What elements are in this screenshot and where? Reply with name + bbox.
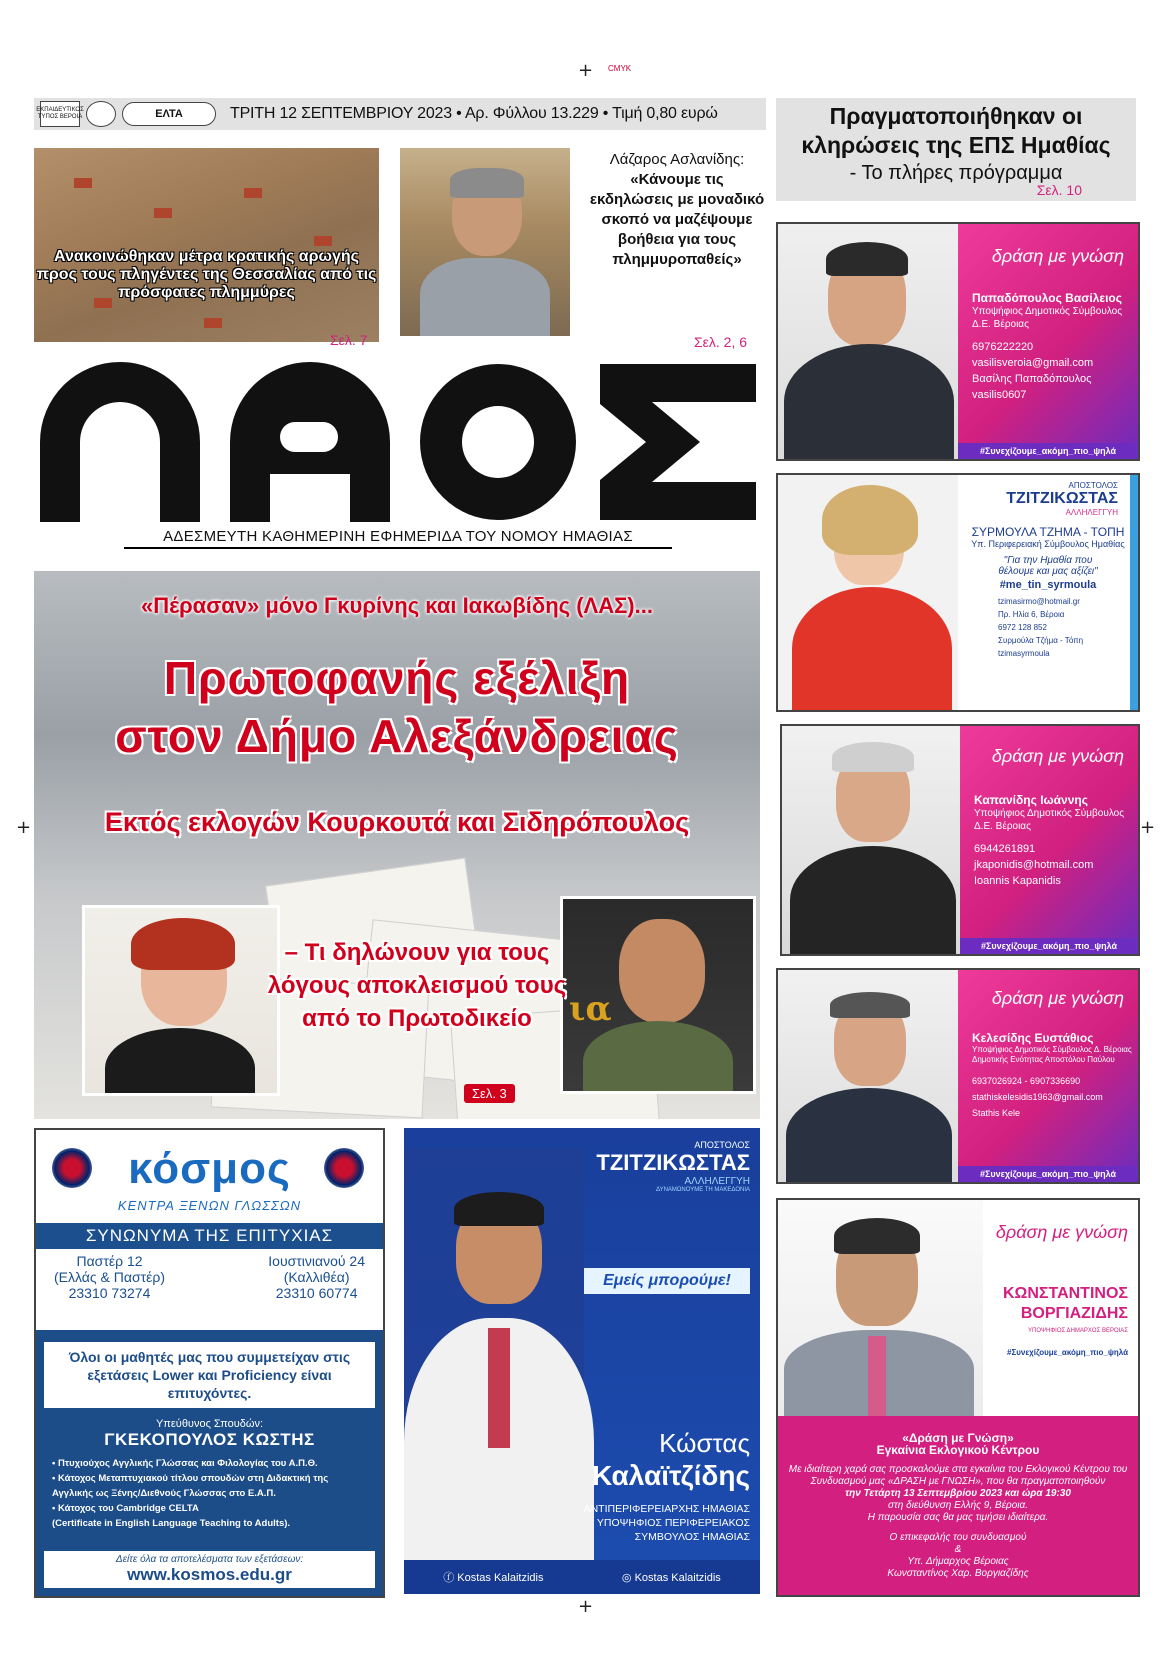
kosmos-info-panel xyxy=(36,1330,383,1596)
kosmos-results-box xyxy=(44,1551,375,1588)
tzima-instagram: tzimasyrmoula xyxy=(998,649,1050,658)
main-headline-line-2: στον Δήμο Αλεξάνδρειας xyxy=(115,710,679,762)
tzima-brand-sub: ΑΛΛΗΛΕΓΓΥΗ xyxy=(1065,508,1118,517)
kapanidis-name: Καπανίδης Ιωάννης xyxy=(974,793,1088,807)
papadopoulos-name: Παπαδόπουλος Βασίλειος xyxy=(972,291,1123,305)
papadopoulos-panel xyxy=(958,224,1138,459)
kosmos-credential-3: • Κάτοχος του Cambridge CELTA xyxy=(52,1503,199,1514)
seal-logo xyxy=(86,101,116,127)
kosmos-addresses xyxy=(36,1249,383,1301)
kalaitzidis-panel xyxy=(544,1128,760,1594)
kosmos-results-label: Δείτε όλα τα αποτελέσματα των εξετάσεων: xyxy=(115,1554,304,1565)
kalaitzidis-last-name: Καλαϊτζίδης xyxy=(591,1460,750,1491)
kosmos-credential-2: • Κάτοχος Μεταπτυχιακού τίτλου σπουδών στη Διδακτική της Αγγλικής ως Ξένης/Διεθνούς Γλώσσας στο Ε.Α.Π. xyxy=(52,1473,329,1499)
flood-photo[interactable] xyxy=(34,148,379,342)
facebook-icon: ⓕ xyxy=(443,1572,458,1584)
kosmos-address-left-phone: 23310 73274 xyxy=(68,1285,151,1301)
kelesidis-email: stathiskelesidis1963@gmail.com xyxy=(972,1092,1103,1102)
papadopoulos-role-1: Υποψήφιος Δημοτικός Σύμβουλος xyxy=(972,306,1123,317)
kalaitzidis-facebook[interactable] xyxy=(443,1569,543,1585)
ad-tzima[interactable] xyxy=(776,473,1140,712)
kalaitzidis-first-name: Κώστας xyxy=(659,1428,750,1458)
kelesidis-phone: 6937026924 - 6907336690 xyxy=(972,1076,1081,1086)
kapanidis-email: jkaponidis@hotmail.com xyxy=(974,859,1094,871)
quote-page-ref: Σελ. 2, 6 xyxy=(694,334,748,350)
press-logo: ΕΚΠΑΙΔΕΥΤΙΚΟΣ ΤΥΠΟΣ ΒΕΡΟΙΑ xyxy=(40,101,80,127)
ad-kapanidis[interactable] xyxy=(780,724,1140,956)
kalaitzidis-brand-small: ΑΠΟΣΤΟΛΟΣ xyxy=(694,1140,750,1150)
kosmos-address-left xyxy=(54,1253,165,1301)
vorgiazidis-first-name: ΚΩΝΣΤΑΝΤΙΝΟΣ xyxy=(1002,1285,1128,1302)
kalaitzidis-facebook-label: Kostas Kalaitzidis xyxy=(457,1572,544,1584)
papadopoulos-role-2: Δ.Ε. Βέροιας xyxy=(972,319,1029,330)
tzima-email: tzimasirmo@hotmail.gr xyxy=(998,597,1080,606)
kosmos-address-right-street: Ιουστινιανού 24 xyxy=(268,1253,365,1269)
kapanidis-panel xyxy=(960,726,1138,954)
vorgiazidis-brand: δράση με γνώση xyxy=(995,1222,1128,1242)
kelesidis-photo xyxy=(778,970,958,1182)
masthead-strip xyxy=(34,98,766,130)
kelesidis-name: Κελεσίδης Ευστάθιος xyxy=(972,1031,1094,1045)
quote-text: «Κάνουμε τις εκδηλώσεις με μοναδικό σκοπό να μαζέψουμε βοήθεια για τους πλημμυροπαθείς» xyxy=(589,171,765,268)
kapanidis-facebook: Ioannis Kapanidis xyxy=(974,875,1061,887)
main-deck: Εκτός εκλογών Κουρκουτά και Σιδηρόπουλος xyxy=(104,807,690,837)
vorgiazidis-sign-2: Υπ. Δήμαρχος Βέροιας xyxy=(907,1556,1009,1567)
quote-speaker: Λάζαρος Ασλανίδης: xyxy=(609,151,745,168)
kosmos-address-left-street: Παστέρ 12 xyxy=(76,1253,143,1269)
kosmos-credential-1: • Πτυχιούχος Αγγλικής Γλώσσας και Φιλολογίας του Α.Π.Θ. xyxy=(52,1458,318,1469)
flood-page-ref: Σελ. 7 xyxy=(330,332,368,348)
vorgiazidis-name xyxy=(1003,1284,1128,1324)
tzima-role: Υπ. Περιφερειακή Σύμβουλος Ημαθίας xyxy=(971,539,1125,549)
kapanidis-role-1: Υποψήφιος Δημοτικός Σύμβουλος xyxy=(974,808,1125,819)
kosmos-banner: ΣΥΝΩΝΥΜΑ ΤΗΣ ΕΠΙΤΥΧΙΑΣ xyxy=(36,1223,383,1249)
main-page-ref: Σελ. 3 xyxy=(464,1084,515,1103)
kosmos-director-label: Υπεύθυνος Σπουδών: xyxy=(155,1418,264,1430)
kosmos-address-right-area: (Καλλιθέα) xyxy=(283,1269,350,1285)
kourkouta-portrait xyxy=(82,905,280,1096)
tzima-panel xyxy=(958,475,1138,710)
paper-tagline: ΑΔΕΣΜΕΥΤΗ ΚΑΘΗΜΕΡΙΝΗ ΕΦΗΜΕΡΙΔΑ ΤΟΥ ΝΟΜΟΥ ΗΜΑΘΙΑΣ xyxy=(124,528,672,549)
kalaitzidis-roles xyxy=(584,1502,750,1544)
ad-kalaitzidis[interactable] xyxy=(404,1128,760,1594)
vorgiazidis-title-2: Εγκαίνια Εκλογικού Κέντρου xyxy=(876,1443,1040,1457)
kalaitzidis-brand: ΤΖΙΤΖΙΚΩΣΤΑΣ xyxy=(596,1150,750,1175)
vorgiazidis-address: στη διεύθυνση Ελλής 9, Βέροια. xyxy=(888,1500,1028,1511)
papadopoulos-instagram: vasilis0607 xyxy=(972,389,1027,401)
aslanidis-quote[interactable] xyxy=(588,150,766,270)
eps-story[interactable] xyxy=(776,98,1136,201)
kalaitzidis-instagram[interactable] xyxy=(622,1571,721,1584)
registration-mark-top: + xyxy=(578,60,594,81)
instagram-icon: ◎ xyxy=(621,1571,635,1584)
kalaitzidis-brand-tag: ΔΥΝΑΜΩΝΟΥΜΕ ΤΗ ΜΑΚΕΔΟΝΙΑ xyxy=(656,1187,750,1193)
eps-page-ref: Σελ. 10 xyxy=(1036,182,1082,198)
registration-mark-right: + xyxy=(1140,817,1156,838)
tzima-brand: ΤΖΙΤΖΙΚΩΣΤΑΣ xyxy=(1006,490,1118,507)
kelesidis-role-1: Υποψήφιος Δημοτικός Σύμβουλος Δ. Βέροιας xyxy=(972,1045,1132,1054)
ad-kosmos[interactable] xyxy=(34,1128,385,1598)
kelesidis-brand: δράση με γνώση xyxy=(991,988,1124,1008)
main-headline xyxy=(34,649,760,765)
vorgiazidis-body: Με ιδιαίτερη χαρά σας προσκαλούμε στα εγκαίνια του Εκλογικού Κέντρου του Συνδυασμού μας «ΔΡΑΣΗ με ΓΝΩΣΗ», που θα πραγματοποιηθούν xyxy=(788,1464,1128,1487)
aslanidis-photo xyxy=(400,148,570,336)
tzima-hashtag: #me_tin_syrmoula xyxy=(999,579,1097,591)
uk-flag-icon xyxy=(324,1148,364,1188)
tzima-name: ΣΥΡΜΟΥΛΑ ΤΖΗΜΑ - ΤΟΠΗ xyxy=(971,525,1125,539)
vorgiazidis-top xyxy=(778,1200,1138,1416)
papadopoulos-facebook: Βασίλης Παπαδόπουλος xyxy=(972,373,1092,385)
kosmos-url[interactable]: www.kosmos.edu.gr xyxy=(127,1565,292,1584)
sidiropoulos-portrait: ια xyxy=(560,896,756,1094)
main-story[interactable] xyxy=(34,571,760,1119)
tzima-contacts xyxy=(958,595,1138,660)
laos-logotype xyxy=(40,362,758,522)
kalaitzidis-role-1: ΑΝΤΙΠΕΡΙΦΕΡΕΙΑΡΧΗΣ ΗΜΑΘΙΑΣ xyxy=(583,1503,750,1515)
papadopoulos-photo xyxy=(778,224,958,459)
ad-vorgiazidis[interactable] xyxy=(776,1198,1140,1597)
vorgiazidis-title-1: «Δράση με Γνώση» xyxy=(902,1431,1014,1445)
kosmos-address-left-area: (Ελλάς & Παστέρ) xyxy=(54,1269,165,1285)
uk-flag-icon xyxy=(52,1148,92,1188)
tzima-slogan-1: "Για την Ημαθία που xyxy=(1003,555,1093,566)
papadopoulos-email: vasilisveroia@gmail.com xyxy=(972,357,1094,369)
vorgiazidis-invitation xyxy=(778,1416,1138,1595)
vorgiazidis-last-name: ΒΟΡΓΙΑΖΙΔΗΣ xyxy=(1020,1305,1128,1322)
tzima-slogan-2: θέλουμε και μας αξίζει" xyxy=(998,566,1098,577)
tzima-photo xyxy=(778,475,958,710)
elta-logo: ΕΛΤΑ xyxy=(122,102,216,126)
kelesidis-role-2: Δημοτικής Ενότητας Αποστόλου Παύλου xyxy=(972,1055,1115,1064)
paper-logo xyxy=(40,362,758,522)
kapanidis-role-2: Δ.Ε. Βέροιας xyxy=(974,821,1031,832)
papadopoulos-hashtag: #Συνεχίζουμε_ακόμη_πιο_ψηλά xyxy=(958,443,1138,459)
ad-kelesidis[interactable] xyxy=(776,968,1140,1184)
registration-mark-left: + xyxy=(16,817,32,838)
kalaitzidis-instagram-label: Kostas Kalaitzidis xyxy=(634,1571,721,1584)
flood-caption: Ανακοινώθηκαν μέτρα κρατικής αρωγής προς τους πληγέντες της Θεσσαλίας από τις πρόσφατες πλημμύρες xyxy=(36,248,377,301)
tzima-facebook: Συρμούλα Τζήμα - Τόπη xyxy=(998,636,1084,645)
tzima-address: Πρ. Ηλία 6, Βέροια xyxy=(998,610,1065,619)
kosmos-credential-3-sub: (Certificate in English Language Teaching to Adults). xyxy=(52,1518,291,1529)
eps-subheadline: - Το πλήρες πρόγραμμα xyxy=(849,162,1063,184)
kosmos-address-right-phone: 23310 60774 xyxy=(275,1285,358,1301)
kalaitzidis-role-3: ΣΥΜΒΟΥΛΟΣ ΗΜΑΘΙΑΣ xyxy=(634,1531,750,1543)
kelesidis-hashtag: #Συνεχίζουμε_ακόμη_πιο_ψηλά xyxy=(958,1166,1138,1182)
main-kicker: «Πέρασαν» μόνο Γκυρίνης και Ιακωβίδης (ΛΑΣ)... xyxy=(141,593,653,618)
eps-headline: Πραγματοποιήθηκαν οι κληρώσεις της ΕΠΣ Ημαθίας xyxy=(801,103,1111,158)
dateline: ΤΡΙΤΗ 12 ΣΕΠΤΕΜΒΡΙΟΥ 2023 • Αρ. Φύλλου 13.229 • Τιμή 0,80 ευρώ xyxy=(230,105,718,122)
main-headline-line-1: Πρωτοφανής εξέλιξη xyxy=(163,652,631,704)
tzima-side-band xyxy=(1130,475,1138,710)
kapanidis-photo xyxy=(782,726,960,954)
kosmos-logo: κόσμος xyxy=(128,1144,291,1193)
kosmos-address-right xyxy=(268,1253,365,1301)
registration-mark-bottom: + xyxy=(578,1596,594,1617)
kosmos-message: Όλοι οι μαθητές μας που συμμετείχαν στις εξετάσεις Lower και Proficiency είναι επιτυχόντες. xyxy=(44,1342,375,1408)
kalaitzidis-slogan: Εμείς μπορούμε! xyxy=(584,1268,750,1294)
kapanidis-brand: δράση με γνώση xyxy=(991,746,1124,766)
vorgiazidis-honor: Η παρουσία σας θα μας τιμήσει ιδιαίτερα. xyxy=(867,1512,1049,1523)
vorgiazidis-hashtag: #Συνεχίζουμε_ακόμη_πιο_ψηλά xyxy=(1007,1348,1128,1357)
cmyk-mark: CMYK xyxy=(608,64,632,73)
vorgiazidis-role: ΥΠΟΨΗΦΙΟΣ ΔΗΜΑΡΧΟΣ ΒΕΡΟΙΑΣ xyxy=(1028,1328,1128,1334)
papadopoulos-brand: δράση με γνώση xyxy=(991,246,1124,266)
tzima-phone: 6972 128 852 xyxy=(998,623,1047,632)
kalaitzidis-social xyxy=(404,1560,760,1594)
kosmos-director: ΓΚΕΚΟΠΟΥΛΟΣ ΚΩΣΤΗΣ xyxy=(104,1430,315,1449)
kalaitzidis-role-2: ΥΠΟΨΗΦΙΟΣ ΠΕΡΙΦΕΡΕΙΑΚΟΣ xyxy=(596,1517,750,1529)
kelesidis-panel xyxy=(958,970,1138,1182)
kelesidis-facebook: Stathis Kele xyxy=(972,1108,1021,1118)
masthead-logos xyxy=(34,101,216,127)
vorgiazidis-sign-1: Ο επικεφαλής του συνδυασμού xyxy=(889,1532,1027,1543)
kosmos-subtitle: ΚΕΝΤΡΑ ΞΕΝΩΝ ΓΛΩΣΣΩΝ xyxy=(117,1198,302,1213)
papadopoulos-phone: 6976222220 xyxy=(972,341,1034,353)
kosmos-credentials xyxy=(36,1450,383,1531)
vorgiazidis-sign-amp: & xyxy=(954,1544,962,1555)
main-subhead: – Τι δηλώνουν για τους λόγους αποκλεισμού τους από το Πρωτοδικείο xyxy=(267,939,567,1032)
vorgiazidis-photo xyxy=(778,1200,983,1416)
vorgiazidis-sign-3: Κωνσταντίνος Χαρ. Βοργιαζίδης xyxy=(887,1568,1029,1579)
tzima-brand-small: ΑΠΟΣΤΟΛΟΣ xyxy=(1068,481,1118,490)
vorgiazidis-date: την Τετάρτη 13 Σεπτεμβρίου 2023 και ώρα 19:30 xyxy=(845,1488,1071,1499)
kalaitzidis-brand-sub: ΑΛΛΗΛΕΓΓΥΗ xyxy=(684,1176,750,1187)
kapanidis-phone: 6944261891 xyxy=(974,843,1036,855)
ad-papadopoulos[interactable] xyxy=(776,222,1140,461)
kapanidis-hashtag: #Συνεχίζουμε_ακόμη_πιο_ψηλά xyxy=(960,938,1138,954)
